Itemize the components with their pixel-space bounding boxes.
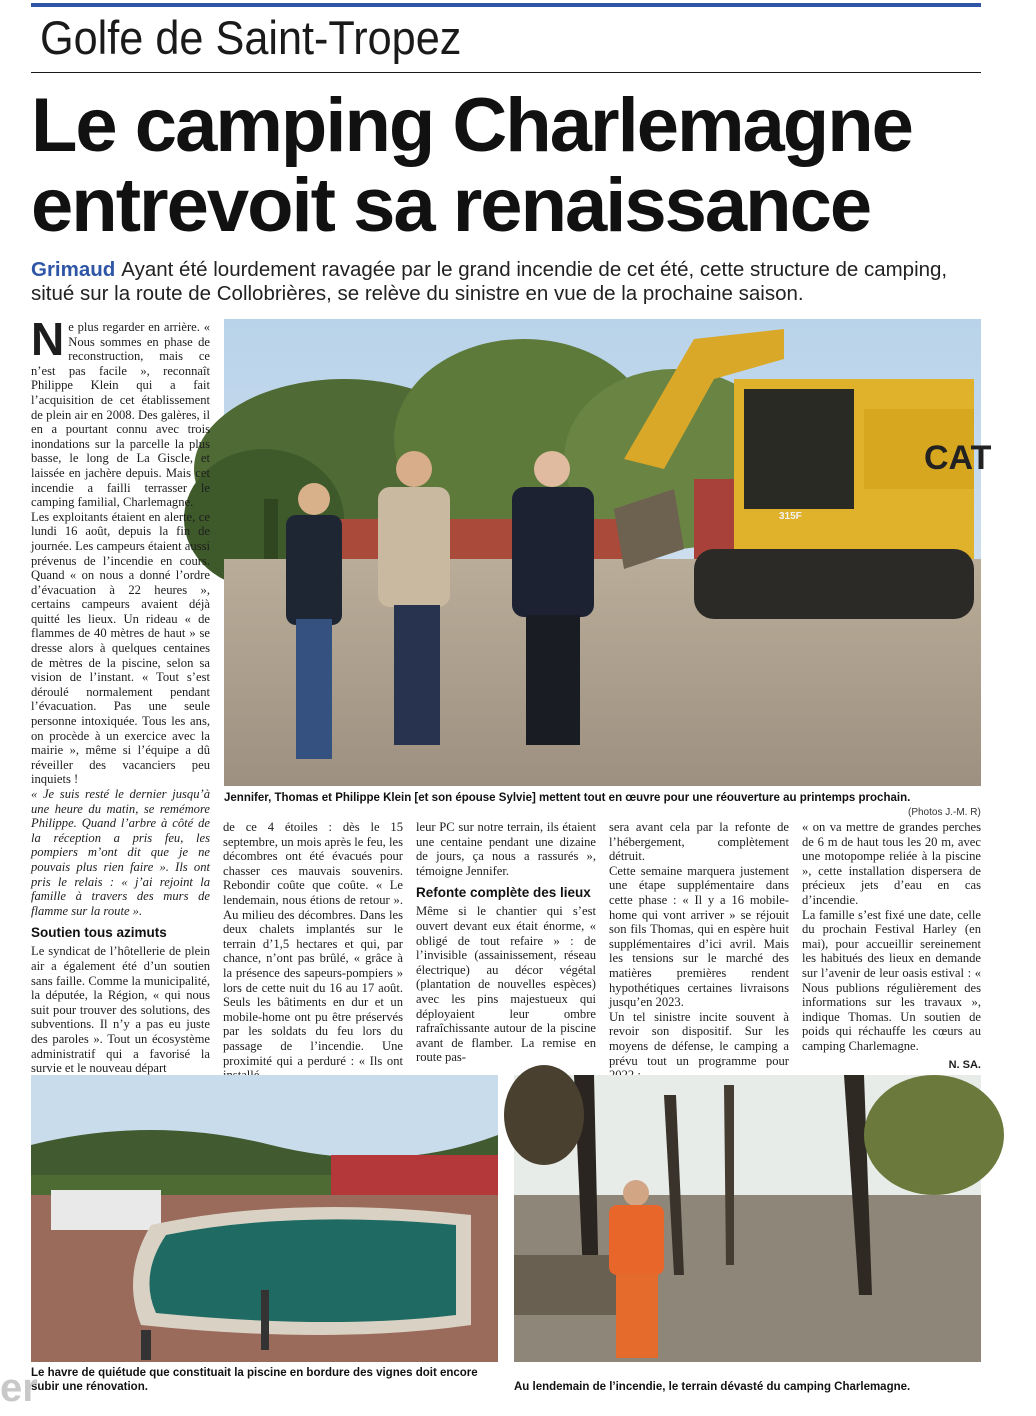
burnt-terrain-caption: Au lendemain de l’incendie, le terrain dévasté du camping Charlemagne. [514, 1381, 911, 1393]
article-column-5 [802, 820, 981, 1072]
section-title: Golfe de Saint-Tropez [40, 11, 462, 64]
paragraph-text: e plus regarder en arrière. « Nous sommes en phase de reconstruction, mais ce n’est pas facile », reconnaît Philippe Klein qui a fait l’acquisition de cet établissement de plein air en 2008. Des galères, il en a pourtant connu avec trois inondations sur la parcelle la plus basse, le long de La Giscle, et laissée en jachère depuis. Mais cet incendie a failli terrasser le camping familial, Charlemagne. [31, 320, 210, 510]
article-paragraph: « on va mettre de grandes perches de 6 m de haut tous les 20 m, avec une motopompe reliée à la piscine », cette installation dispersera de précieux jets d’eau en cas d’incendie. [802, 820, 981, 907]
burnt-terrain-photo-image [514, 1075, 981, 1362]
article-column-2 [223, 820, 403, 1083]
headline [31, 83, 991, 248]
article-column-3 [416, 820, 596, 1065]
article-paragraph: La famille s’est fixé une date, celle du prochain Festival Harley (en mai), pour accueillir sereinement les habitués des lieux en demande sur l’avenir de leur oasis estival : « Nous publions régulièrement des informations sur les travaux », indique Thomas. Un soutien de poids qui réchauffe les cœurs au camping Charlemagne. [802, 907, 981, 1053]
article-paragraph: Même si le chantier qui s’est ouvert devant eux était énorme, « obligé de tout refaire » : de l’invisible (assainissement, réseau électrique) au décor végétal (plantation de nouvelles espèces) avec les pins majestueux qui déployaient leur ombre rafraîchissante autour de la piscine avant de flamber. La remise en route pas- [416, 904, 596, 1065]
machine-brand: CAT [924, 439, 992, 477]
article-paragraph [31, 313, 210, 510]
photo-credit: (Photos J.-M. R) [908, 807, 981, 818]
main-photo [224, 319, 992, 786]
subheading-soutien: Soutien tous azimuts [31, 925, 167, 941]
subheading-refonte: Refonte complète des lieux [416, 885, 591, 901]
header-rule [31, 72, 981, 73]
article-paragraph: sera avant cela par la refonte de l’hébergement, complètement détruit. [609, 820, 789, 864]
burnt-terrain-photo [514, 1075, 981, 1362]
article-paragraph: de ce 4 étoiles : dès le 15 septembre, un mois après le feu, les décombres ont été évacués pour chasser ces mauvais souvenirs. Rebondir coûte que coûte. « Le lendemain, nous étions de retour ». Au milieu des décombres. Dans les deux chalets implantés sur le terrain d’1,5 hectares et qui, par chance, n’ont pas brûlé, « grâce à la présence des sapeurs-pompiers » lors de cette nuit du 16 au 17 août. Seuls les bâtiments en dur et un mobile-home ont pu être préservés par les soldats du feu lors du passage de l’incendie. Une proximité qui a perduré : « Ils ont [223, 820, 403, 1068]
main-photo-image [224, 319, 992, 786]
article-paragraph: Les exploitants étaient en alerte, ce lundi 16 août, depuis la fin de journée. Les campeurs étaient aussi prévenus de l’incendie en cours. Quand « on nous a donné l’ordre d’évacuation à 22 heures », certains campeurs avaient déjà quitté les lieux. Un rideau « de flammes de 40 mètres de haut » se dresse alors à quelques centaines de mètres de la piscine, selon sa vision de l’instant. « Tout s’est déroulé normalement pendant l’évacuation. Pas une seule personne intoxiquée. Tous les ans, on procède à un exercice avec la mairie », même si l’équipe a dû réveiller des vacanciers peu inquiets ! [31, 509, 210, 787]
article-paragraph: Le syndicat de l’hôtellerie de plein air a également été d’un soutien sans faille. Comme la municipalité, la députée, la Région, « qui nous suit pour trouver des solutions, des subventions. Il n’y a pas eu juste des paroles ». Tout un écosystème administratif qui a favorisé la survie et le nouveau départ [31, 944, 210, 1076]
article-column-1 [31, 313, 210, 1076]
article-paragraph: Un tel sinistre incite souvent à revoir son dispositif. Sur les moyens de défense, le camping a prévu tout un programme pour [609, 1009, 789, 1068]
headline-line-1: Le camping Charlemagne [31, 83, 912, 168]
deck-place: Grimaud [31, 258, 116, 281]
deck [31, 258, 986, 306]
article-paragraph: leur PC sur notre terrain, ils étaient une centaine pendant une dizaine de jours, ça nous a rassurés », témoigne Jennifer. [416, 820, 596, 878]
watermark: er [0, 1366, 38, 1410]
article-paragraph: « Je suis resté le dernier jusqu’à une heure du matin, se remémore Philippe. Quand l’arbre à côté de la réception a pris feu, les pompiers m’ont dit que je ne pouvais plus rien faire ». Ils ont pris le relais : « j’ai rejoint la famille à travers des murs de flamme sur la route ». [31, 787, 210, 918]
top-accent-bar [31, 3, 981, 7]
machine-model: 315F [779, 511, 802, 522]
dropcap: N [31, 313, 65, 365]
article-paragraph: Cette semaine marquera justement une étape supplémentaire dans cette phase : « Il y a 16 mobile-home qui vont arriver » se réjouit son fils Thomas, qui en espère huit supplémentaires d’ici avril. Mais les tensions sur le marché des matières premières rendent hypothétiques certaines livraisons jusqu’en 2023. [609, 863, 789, 1010]
pool-photo-caption: Le havre de quiétude que constituait la piscine en bordure des vignes doit encore subir une rénovation. [31, 1367, 478, 1393]
headline-line-2: entrevoit sa renaissance [31, 163, 871, 248]
deck-text: Ayant été lourdement ravagée par le grand incendie de cet été, cette structure de camping, situé sur la route de Collobrières, se relève du sinistre en vue de la prochaine saison. [31, 258, 948, 305]
article-column-4 [609, 820, 789, 1083]
signature: N. SA. [948, 1058, 981, 1071]
main-photo-caption: Jennifer, Thomas et Philippe Klein [et son épouse Sylvie] mettent tout en œuvre pour une réouverture au printemps prochain. [224, 792, 911, 804]
pool-photo [31, 1075, 498, 1362]
pool-photo-image [31, 1075, 498, 1362]
